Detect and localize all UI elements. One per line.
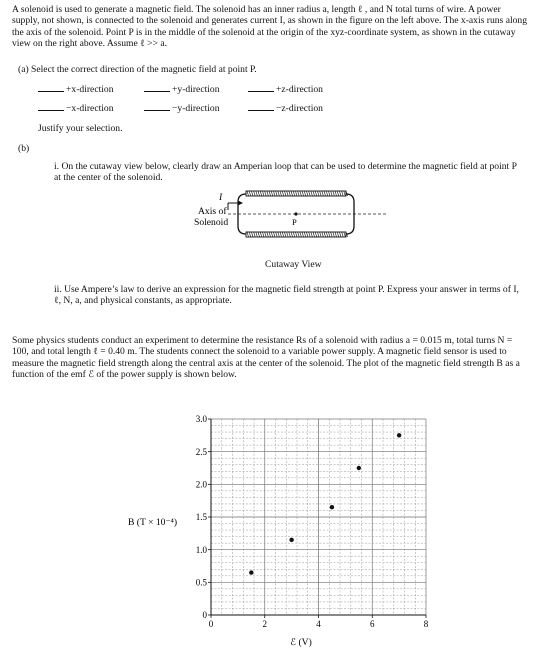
x-tick-label: 2: [262, 619, 267, 629]
y-tick-label: 0: [202, 610, 207, 621]
part-b-i-prompt: i. On the cutaway view below, clearly draw an Amperian loop that can be used to determine the magnetic field at point P at the center of the solenoid.: [54, 161, 517, 184]
option-plus-y-label: +y-direction: [172, 84, 220, 95]
part-a-prompt: (a) Select the correct direction of the magnetic field at point P.: [18, 64, 257, 75]
data-point: [330, 505, 334, 509]
data-point: [249, 570, 253, 574]
data-point: [357, 466, 361, 470]
axis-label-2: Solenoid: [194, 217, 229, 228]
y-tick-label: 1.0: [195, 544, 207, 555]
x-axis-label: ℰ (V): [290, 637, 312, 648]
x-tick-label: 8: [423, 619, 429, 629]
data-point: [397, 433, 401, 437]
y-axis-label: B (T × 10⁻⁴): [128, 517, 178, 528]
option-minus-x[interactable]: [38, 102, 114, 114]
option-plus-y[interactable]: [144, 83, 220, 95]
option-minus-x-label: −x-direction: [66, 103, 114, 114]
current-label: I: [219, 192, 223, 203]
current-arrow-icon: [228, 201, 243, 211]
point-p-marker: [294, 212, 297, 215]
y-tick-label: 2.5: [195, 446, 207, 457]
option-minus-y-label: −y-direction: [172, 103, 220, 114]
option-plus-x[interactable]: [38, 83, 114, 95]
option-minus-y[interactable]: [144, 102, 220, 114]
option-plus-z-label: +z-direction: [276, 84, 323, 95]
x-tick-label: 4: [316, 619, 321, 629]
option-minus-z-label: −z-direction: [276, 103, 323, 114]
cutaway-caption: Cutaway View: [265, 259, 322, 270]
option-minus-z[interactable]: [248, 102, 323, 114]
justify-prompt: Justify your selection.: [38, 123, 123, 134]
axis-label-1: Axis of: [198, 206, 227, 217]
b-vs-emf-chart: [0, 405, 538, 653]
option-plus-z[interactable]: [248, 83, 323, 95]
part-b-ii-prompt: ii. Use Ampere’s law to derive an expression for the magnetic field strength at point P. Express your answer in terms of I, ℓ, N, a, and physical constants, as appropriate.: [54, 284, 519, 307]
y-tick-label: 0.5: [195, 577, 207, 588]
intro-paragraph: A solenoid is used to generate a magnetic field. The solenoid has an inner radius a, length ℓ , and N total turns of wire. A power supply, not shown, is connected to the solenoid and generates current I, as shown in the figure on the left above. The x-axis runs along the axis of the solenoid. Point P is in the middle of the solenoid at the origin of the xyz-coordinate system, as shown in the cutaway view on the right above. Assume ℓ >> a.: [12, 4, 528, 50]
y-tick-label: 3.0: [195, 414, 207, 425]
data-point: [289, 538, 293, 542]
part-b-label: (b): [18, 143, 30, 154]
x-tick-label: 6: [370, 619, 375, 629]
y-tick-label: 2.0: [195, 479, 207, 490]
experiment-paragraph: Some physics students conduct an experiment to determine the resistance Rs of a solenoid with radius a = 0.015 m, total turns N = 100, and total length ℓ = 0.40 m. The students connect the solenoid to a variable power supply. A magnetic field sensor is used to measure the magnetic field strength along the central axis at the center of the solenoid. The plot of the magnetic field strength B as a function of the emf ℰ of the power supply is shown below.: [12, 335, 520, 381]
y-tick-label: 1.5: [195, 512, 207, 523]
point-p-label: P: [292, 217, 297, 227]
cutaway-figure: [150, 190, 390, 250]
x-tick-label: 0: [208, 619, 214, 629]
option-plus-x-label: +x-direction: [66, 84, 114, 95]
